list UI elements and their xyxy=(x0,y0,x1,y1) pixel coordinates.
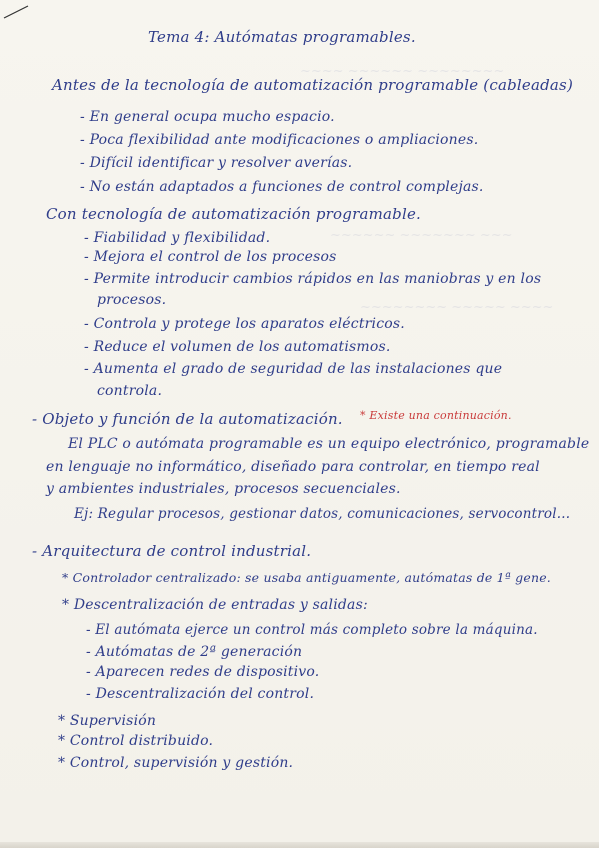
decentralized-sub-item: - El autómata ejerce un control más completo sobre la máquina. xyxy=(86,622,538,638)
programmable-item: - Permite introducir cambios rápidos en las maniobras y en los xyxy=(84,271,542,287)
decentralized-item: * Descentralización de entradas y salidas: xyxy=(62,597,368,613)
corner-pen-mark xyxy=(2,4,30,20)
object-line: El PLC o autómata programable es un equipo electrónico, programable xyxy=(68,436,590,452)
architecture-extra-item: * Supervisión xyxy=(58,713,157,729)
decentralized-sub-item: - Autómatas de 2ª generación xyxy=(86,644,303,660)
decentralized-sub-item: - Aparecen redes de dispositivo. xyxy=(86,664,320,680)
architecture-extra-item: * Control, supervisión y gestión. xyxy=(58,755,294,771)
wired-item: - No están adaptados a funciones de control complejas. xyxy=(80,179,484,195)
decentralized-sub-item: - Descentralización del control. xyxy=(86,686,315,702)
architecture-heading: - Arquitectura de control industrial. xyxy=(32,542,312,560)
programmable-item: - Reduce el volumen de los automatismos. xyxy=(84,339,391,355)
object-line: en lenguaje no informático, diseñado para controlar, en tiempo real xyxy=(46,459,540,475)
architecture-extra-item: * Control distribuido. xyxy=(58,733,214,749)
centralized-item: * Controlador centralizado: se usaba antiguamente, autómatas de 1ª gene. xyxy=(62,570,551,585)
object-line: y ambientes industriales, procesos secuenciales. xyxy=(46,481,401,497)
wired-item: - Poca flexibilidad ante modificaciones o ampliaciones. xyxy=(80,132,479,148)
bleed-through-marks: ~~~~ ~~~~~~ ~~~~~~~~ xyxy=(300,64,505,79)
programmable-item: - Controla y protege los aparatos eléctricos. xyxy=(84,316,405,332)
programmable-item: - Aumenta el grado de seguridad de las instalaciones que xyxy=(84,361,503,377)
bleed-through-marks: ~~~~~~~~ ~~~~~ ~~~~ xyxy=(360,300,554,315)
programmable-item: - Fiabilidad y flexibilidad. xyxy=(84,230,271,246)
bleed-through-marks: ~~~~~~ ~~~~~~~ ~~~ xyxy=(330,228,513,243)
programmable-item: controla. xyxy=(97,383,163,399)
programmable-item: procesos. xyxy=(97,292,167,308)
page-bottom-edge xyxy=(0,842,599,848)
programmable-item: - Mejora el control de los procesos xyxy=(84,249,337,265)
programmable-heading: Con tecnología de automatización programable. xyxy=(46,205,422,223)
wired-item: - En general ocupa mucho espacio. xyxy=(80,109,335,125)
wired-heading: Antes de la tecnología de automatización programable (cableadas) xyxy=(52,76,573,94)
continuation-note: * Existe una continuación. xyxy=(360,409,512,422)
object-heading: - Objeto y función de la automatización. xyxy=(32,410,343,428)
wired-item: - Difícil identificar y resolver averías. xyxy=(80,155,353,171)
page-title: Tema 4: Autómatas programables. xyxy=(148,28,416,46)
object-line: Ej: Regular procesos, gestionar datos, comunicaciones, servocontrol... xyxy=(74,506,571,522)
